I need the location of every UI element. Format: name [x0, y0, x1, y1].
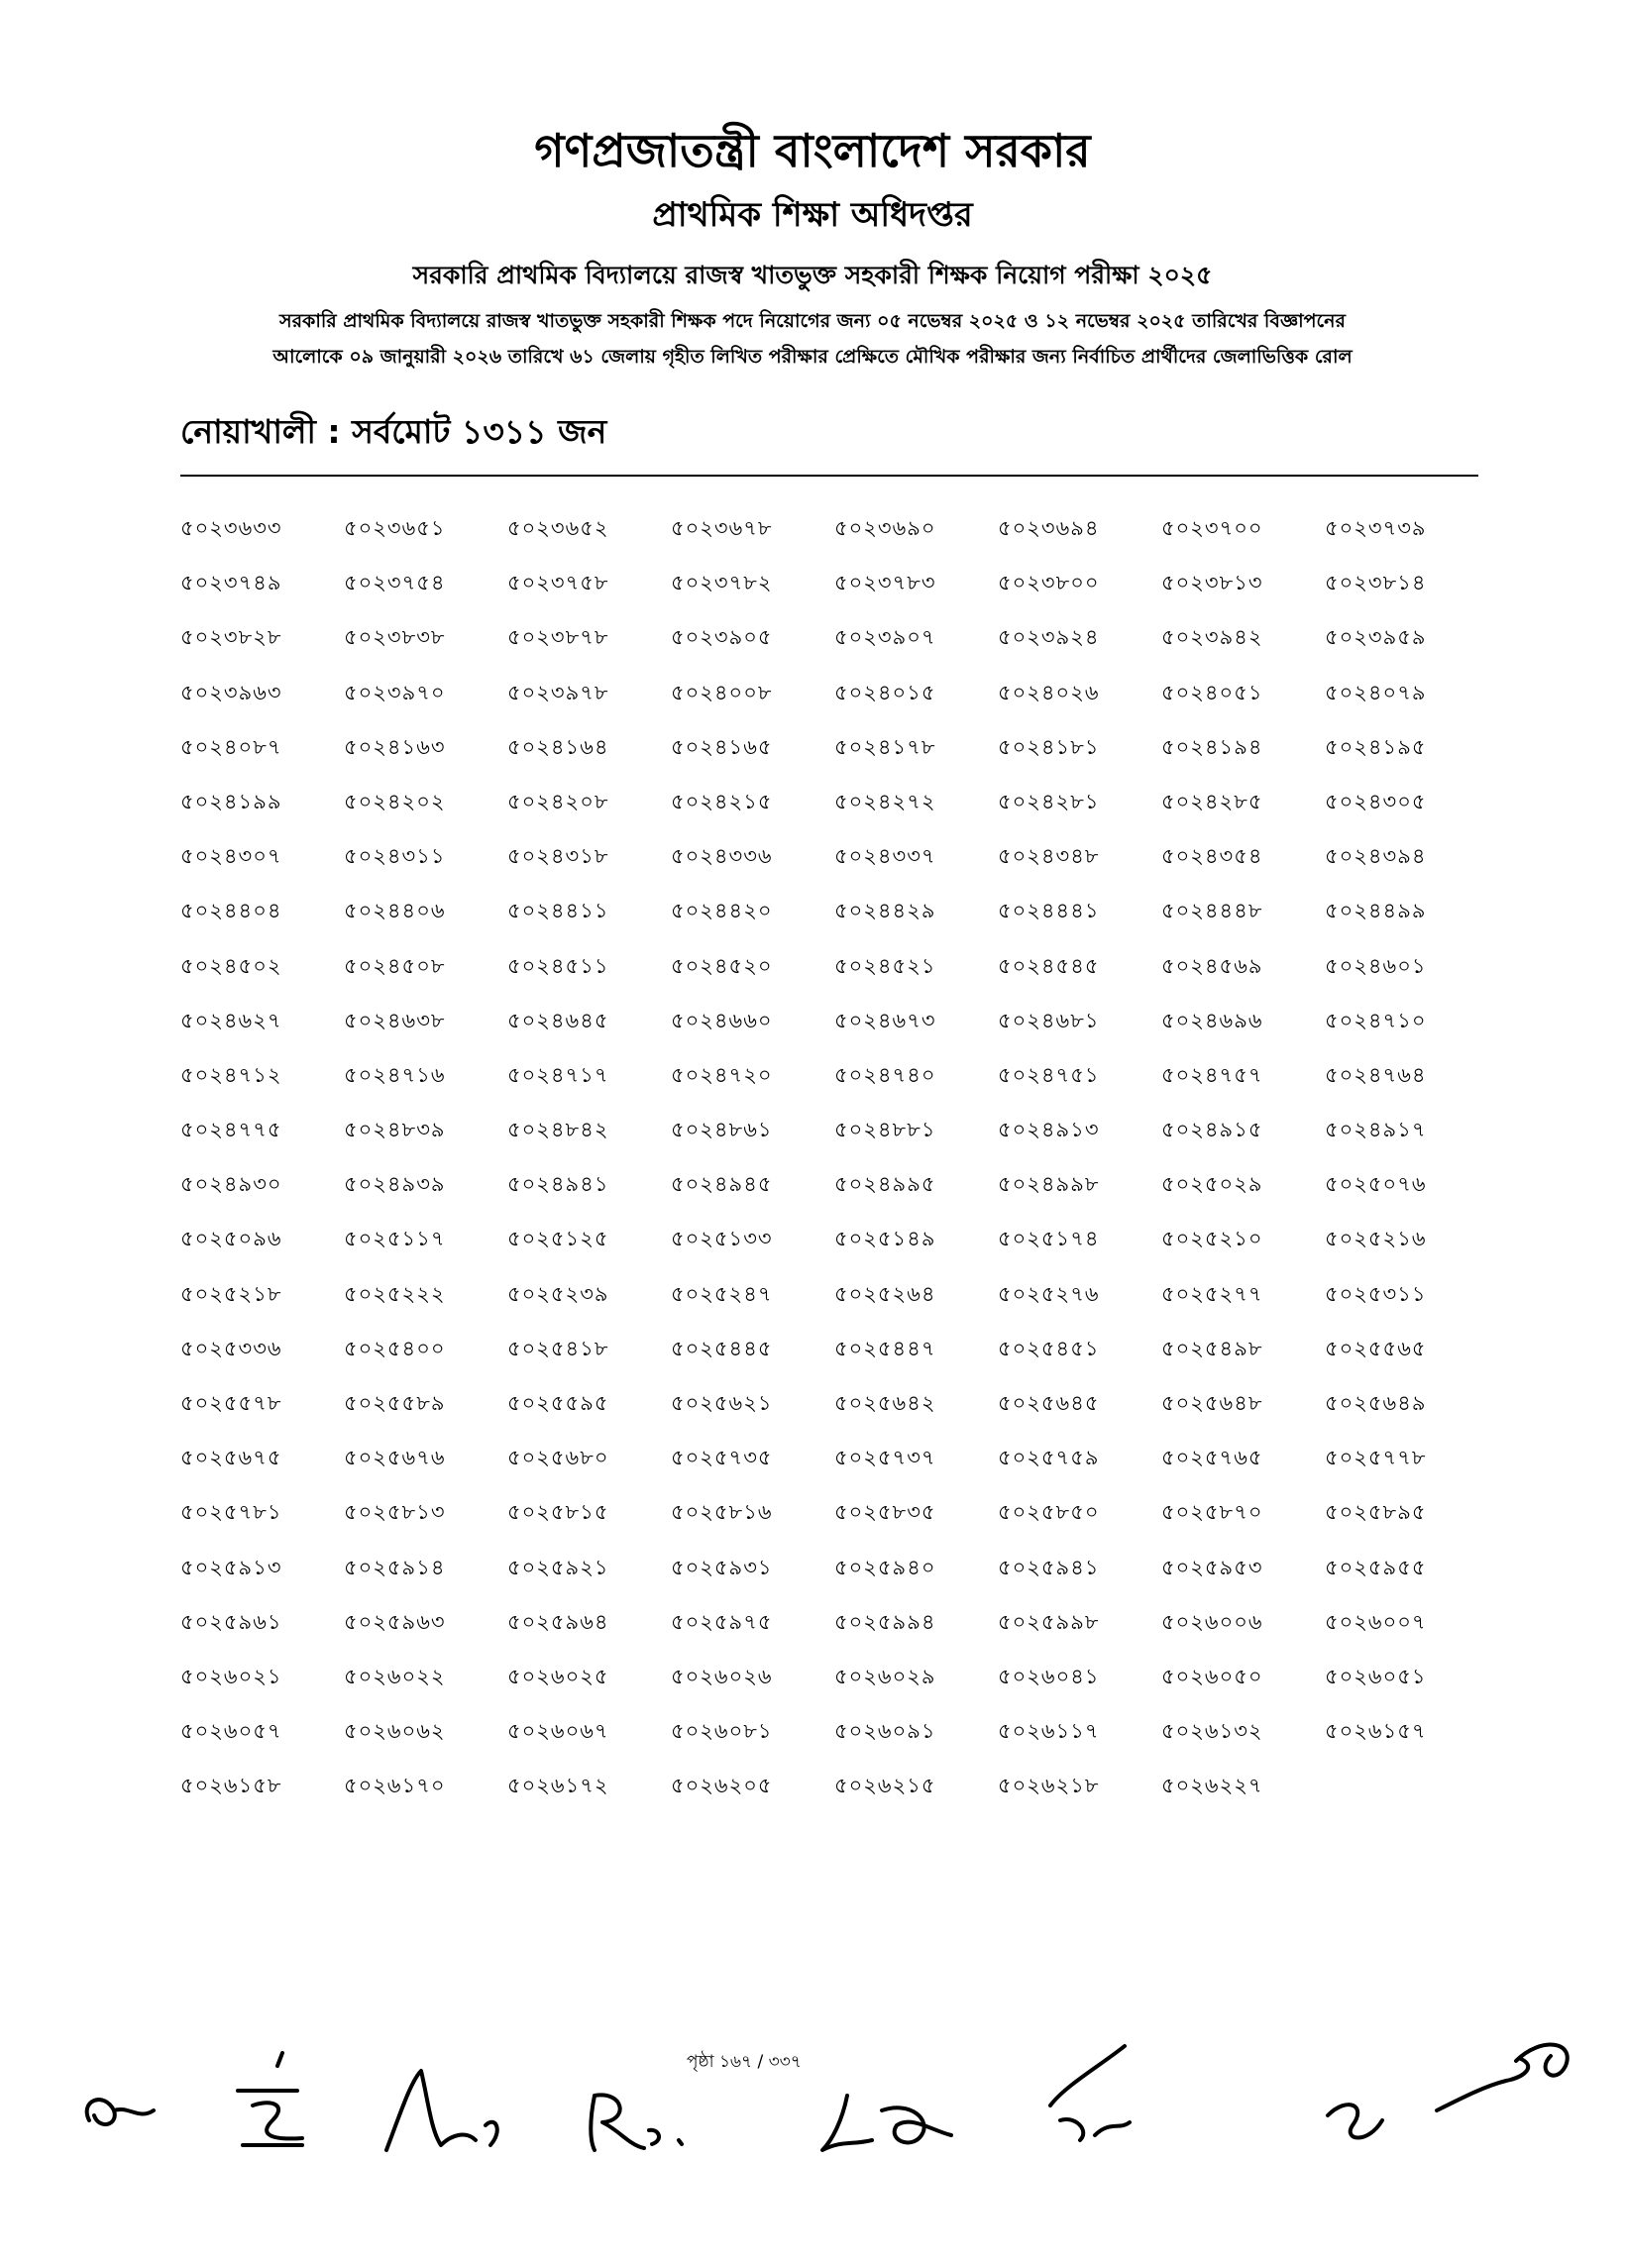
roll-number: ৫০২৪৮৬১ [671, 1118, 773, 1142]
roll-number: ৫০২৫৭৬৫ [1161, 1446, 1263, 1470]
roll-number: ৫০২৪৯৪৫ [671, 1172, 773, 1197]
roll-number: ৫০২৪০৮৭ [180, 734, 282, 759]
roll-number: ৫০২৩৮১৪ [1325, 571, 1427, 595]
roll-number: ৫০২৪১৮১ [998, 734, 1100, 759]
roll-number: ৫০২৪৩১১ [344, 844, 446, 869]
roll-number: ৫০২৩৭৮২ [671, 571, 773, 595]
roll-number: ৫০২৩৬৯৪ [998, 516, 1100, 540]
roll-number: ৫০২৪৪২০ [671, 899, 773, 923]
roll-number: ৫০২৫৫৮৯ [344, 1391, 446, 1415]
roll-number: ৫০২৪৪৪৮ [1161, 899, 1263, 923]
roll-number: ৫০২৪৩৫৪ [1161, 844, 1263, 869]
roll-number: ৫০২৪০৭৯ [1325, 680, 1427, 704]
roll-number: ৫০২৫৯৬১ [180, 1609, 282, 1634]
roll-number: ৫০২৪৪০৬ [344, 899, 446, 923]
roll-number: ৫০২৩৭৮৩ [834, 571, 936, 595]
roll-number: ৫০২৫২৭৭ [1161, 1281, 1263, 1306]
roll-number: ৫০২৩৯৬৩ [180, 680, 282, 704]
roll-number: ৫০২৬২১৫ [834, 1774, 936, 1798]
roll-number: ৫০২৪৮৩৯ [344, 1118, 446, 1142]
roll-number: ৫০২৪৪০৪ [180, 899, 282, 923]
roll-number-grid [180, 513, 1488, 1826]
roll-number: ৫০২৪৬৭৩ [834, 1008, 936, 1032]
roll-number: ৫০২৪৮৪২ [507, 1118, 609, 1142]
roll-number: ৫০২৫১১৭ [344, 1227, 446, 1251]
roll-number: ৫০২৫২১০ [1161, 1227, 1263, 1251]
roll-number: ৫০২৪৩৪৮ [998, 844, 1100, 869]
roll-number: ৫০২৪২৭২ [834, 789, 936, 813]
roll-number: ৫০২৫৯৩১ [671, 1555, 773, 1579]
roll-number: ৫০২৪৭৭৫ [180, 1118, 282, 1142]
roll-number: ৫০২৪৫২০ [671, 953, 773, 978]
roll-number: ৫০২৬০৮১ [671, 1719, 773, 1744]
roll-number: ৫০২৫৮৩৫ [834, 1500, 936, 1525]
roll-number: ৫০২৫৯১৪ [344, 1555, 446, 1579]
roll-number: ৫০২৫৬৪৯ [1325, 1391, 1427, 1415]
roll-number: ৫০২৪৭৪০ [834, 1062, 936, 1087]
document-header [0, 119, 1625, 295]
roll-number: ৫০২৩৯৫৯ [1325, 625, 1427, 650]
roll-number: ৫০২৪৯৪১ [507, 1172, 609, 1197]
roll-number: ৫০২৬০৫৭ [180, 1719, 282, 1744]
roll-number: ৫০২৪১৬৫ [671, 734, 773, 759]
roll-number: ৫০২৩৬৭৮ [671, 516, 773, 540]
roll-number: ৫০২৪১৬৩ [344, 734, 446, 759]
roll-number: ৫০২৪২৮১ [998, 789, 1100, 813]
roll-number: ৫০২৪৩০৭ [180, 844, 282, 869]
roll-number: ৫০২৫৭৮১ [180, 1500, 282, 1525]
roll-number: ৫০২৫৩১১ [1325, 1281, 1427, 1306]
roll-number: ৫০২৪৭৬৪ [1325, 1062, 1427, 1087]
roll-number: ৫০২৬০০৭ [1325, 1609, 1427, 1634]
roll-number: ৫০২৫৯৬৩ [344, 1609, 446, 1634]
roll-number: ৫০২৫৪৫১ [998, 1336, 1100, 1360]
roll-number: ৫০২৫২২২ [344, 1281, 446, 1306]
roll-number: ৫০২৬০২৯ [834, 1664, 936, 1688]
roll-number: ৫০২৬০২৬ [671, 1664, 773, 1688]
roll-number: ৫০২৪৬৩৮ [344, 1008, 446, 1032]
roll-number: ৫০২৪২৮৫ [1161, 789, 1263, 813]
roll-number: ৫০২৩৭৪৯ [180, 571, 282, 595]
roll-number: ৫০২৪৭১৬ [344, 1062, 446, 1087]
roll-number: ৫০২৫৮৯৫ [1325, 1500, 1427, 1525]
roll-number: ৫০২৪৯১৫ [1161, 1118, 1263, 1142]
roll-number: ৫০২৫৮১৫ [507, 1500, 609, 1525]
roll-number: ৫০২৩৯৭০ [344, 680, 446, 704]
roll-number: ৫০২৩৯০৫ [671, 625, 773, 650]
signature-8 [1437, 2045, 1568, 2110]
roll-number: ৫০২৩৬৫১ [344, 516, 446, 540]
roll-number: ৫০২৫২৩৯ [507, 1281, 609, 1306]
roll-number: ৫০২৫২৬৪ [834, 1281, 936, 1306]
roll-number: ৫০২৪০২৬ [998, 680, 1100, 704]
signatures-icon [59, 2011, 1605, 2170]
roll-number: ৫০২৪৫৪৫ [998, 953, 1100, 978]
exam-title: সরকারি প্রাথমিক বিদ্যালয়ে রাজস্ব খাতভুক্ত সহকারী শিক্ষক নিয়োগ পরীক্ষা ২০২৫ [412, 261, 1213, 289]
roll-number: ৫০২৬০৫১ [1325, 1664, 1427, 1688]
roll-number: ৫০২৫৫৭৮ [180, 1391, 282, 1415]
roll-number: ৫০২৬০০৬ [1161, 1609, 1263, 1634]
roll-number: ৫০২৫৯৪১ [998, 1555, 1100, 1579]
roll-number: ৫০২৬২০৫ [671, 1774, 773, 1798]
roll-number: ৫০২৪৫১১ [507, 953, 609, 978]
roll-number: ৫০২৫১২৫ [507, 1227, 609, 1251]
roll-number: ৫০২৫৫৬৫ [1325, 1336, 1427, 1360]
roll-number: ৫০২৪২০৮ [507, 789, 609, 813]
roll-number: ৫০২৪৭১৭ [507, 1062, 609, 1087]
roll-number: ৫০২৫৪১৮ [507, 1336, 609, 1360]
roll-number: ৫০২৪৯৩৯ [344, 1172, 446, 1197]
signature-7 [1328, 2105, 1382, 2137]
roll-number: ৫০২৬০৯১ [834, 1719, 936, 1744]
roll-number: ৫০২৬১৭০ [344, 1774, 446, 1798]
roll-number: ৫০২৬০৬২ [344, 1719, 446, 1744]
roll-number: ৫০২৫৯৭৫ [671, 1609, 773, 1634]
roll-number: ৫০২৬১১৭ [998, 1719, 1100, 1744]
roll-number: ৫০২৬০৪১ [998, 1664, 1100, 1688]
roll-number: ৫০২৫৯৯৪ [834, 1609, 936, 1634]
roll-number: ৫০২৪৭১২ [180, 1062, 282, 1087]
roll-number: ৫০২৪৫০৮ [344, 953, 446, 978]
roll-number: ৫০২৪৩০৫ [1325, 789, 1427, 813]
roll-number: ৫০২৪০৫১ [1161, 680, 1263, 704]
roll-number: ৫০২৫৯৫৫ [1325, 1555, 1427, 1579]
roll-number: ৫০২৫১৭৪ [998, 1227, 1100, 1251]
roll-number: ৫০২৫৭৫৯ [998, 1446, 1100, 1470]
roll-number: ৫০২৫৯৬৪ [507, 1609, 609, 1634]
roll-number: ৫০২৪০০৮ [671, 680, 773, 704]
roll-number: ৫০২৪৬৪৫ [507, 1008, 609, 1032]
roll-number: ৫০২৩৭৫৪ [344, 571, 446, 595]
roll-number: ৫০২৪৮৮১ [834, 1118, 936, 1142]
roll-number: ৫০২৫৯২১ [507, 1555, 609, 1579]
roll-number: ৫০২৫০৯৬ [180, 1227, 282, 1251]
roll-number: ৫০২৫২১৬ [1325, 1227, 1427, 1251]
roll-number: ৫০২৫৬৪৮ [1161, 1391, 1263, 1415]
roll-number: ৫০২৫১৪৯ [834, 1227, 936, 1251]
roll-number: ৫০২৪১৯৪ [1161, 734, 1263, 759]
roll-number: ৫০২৬০৫০ [1161, 1664, 1263, 1688]
roll-number: ৫০২৫৮১৬ [671, 1500, 773, 1525]
roll-number: ৫০২৬১৫৭ [1325, 1719, 1427, 1744]
roll-number: ৫০২৪৬৯৬ [1161, 1008, 1263, 1032]
roll-number: ৫০২৪৪২৯ [834, 899, 936, 923]
roll-number: ৫০২৪৯১৭ [1325, 1118, 1427, 1142]
roll-number: ৫০২৪৩৩৭ [834, 844, 936, 869]
roll-number: ৫০২৪১৯৫ [1325, 734, 1427, 759]
roll-number: ৫০২৪৬৮১ [998, 1008, 1100, 1032]
roll-number: ৫০২৫৪৪৭ [834, 1336, 936, 1360]
roll-number: ৫০২৪৯১৩ [998, 1118, 1100, 1142]
roll-number: ৫০২৫৬৭৬ [344, 1446, 446, 1470]
roll-number: ৫০২৪০১৫ [834, 680, 936, 704]
roll-number: ৫০২৫০২৯ [1161, 1172, 1263, 1197]
district-heading: নোয়াখালী : সর্বমোট ১৩১১ জন [180, 412, 607, 451]
roll-number: ৫০২৩৮২৮ [180, 625, 282, 650]
roll-number: ৫০২৩৮৩৮ [344, 625, 446, 650]
roll-number: ৫০২৩৬৫২ [507, 516, 609, 540]
roll-number: ৫০২৩৭৩৯ [1325, 516, 1427, 540]
roll-number: ৫০২৫৯৪০ [834, 1555, 936, 1579]
roll-number: ৫০২৫৭৩৭ [834, 1446, 936, 1470]
roll-number: ৫০২৪৪৯৯ [1325, 899, 1427, 923]
roll-number: ৫০২৩৮৭৮ [507, 625, 609, 650]
roll-number: ৫০২৪৬০১ [1325, 953, 1427, 978]
roll-number: ৫০২৬২১৮ [998, 1774, 1100, 1798]
signature-6 [1050, 2046, 1130, 2140]
roll-number: ৫০২৪২০২ [344, 789, 446, 813]
roll-number: ৫০২৫৪৪৫ [671, 1336, 773, 1360]
roll-number: ৫০২৪৫৬৯ [1161, 953, 1263, 978]
roll-number: ৫০২৫৪০০ [344, 1336, 446, 1360]
roll-number: ৫০২৫১৩৩ [671, 1227, 773, 1251]
roll-number: ৫০২৫২৭৬ [998, 1281, 1100, 1306]
roll-number: ৫০২৫৮১৩ [344, 1500, 446, 1525]
page-number: পৃষ্ঠা ১৬৭ / ৩৩৭ [687, 2052, 802, 2072]
roll-number: ৫০২৫৬৮০ [507, 1446, 609, 1470]
roll-number: ৫০২৪৬২৭ [180, 1008, 282, 1032]
roll-number: ৫০২৪৩৩৬ [671, 844, 773, 869]
roll-number: ৫০২৪৯৩০ [180, 1172, 282, 1197]
roll-number: ৫০২৫৬২১ [671, 1391, 773, 1415]
roll-number: ৫০২৩৯২৪ [998, 625, 1100, 650]
roll-number: ৫০২৪২১৫ [671, 789, 773, 813]
roll-number: ৫০২৪৭৫১ [998, 1062, 1100, 1087]
roll-number: ৫০২৪৪৪১ [998, 899, 1100, 923]
roll-number: ৫০২৫৬৭৫ [180, 1446, 282, 1470]
notice-line-1: সরকারি প্রাথমিক বিদ্যালয়ে রাজস্ব খাতভুক্ত সহকারী শিক্ষক পদে নিয়োগের জন্য ০৫ নভেম্বর ২০২৫ ও ১২ নভেম্বর ২০২৫ তারিখের বিজ্ঞাপনের [279, 310, 1346, 332]
signature-2 [238, 2053, 302, 2145]
roll-number: ৫০২৫২৪৭ [671, 1281, 773, 1306]
roll-number: ৫০২৩৮১৩ [1161, 571, 1263, 595]
roll-number: ৫০২৫২১৮ [180, 1281, 282, 1306]
signature-4 [591, 2095, 682, 2150]
roll-number: ৫০২৪১৯৯ [180, 789, 282, 813]
roll-number: ৫০২৬০২২ [344, 1664, 446, 1688]
roll-number: ৫০২৪১৬৪ [507, 734, 609, 759]
roll-number: ৫০২৫৫৯৫ [507, 1391, 609, 1415]
roll-number: ৫০২৬০২৫ [507, 1664, 609, 1688]
roll-number: ৫০২৬০২১ [180, 1664, 282, 1688]
roll-number: ৫০২৪৭১০ [1325, 1008, 1427, 1032]
roll-number: ৫০২৬১৩২ [1161, 1719, 1263, 1744]
signature-5 [822, 2096, 951, 2150]
roll-number: ৫০২৪৭৫৭ [1161, 1062, 1263, 1087]
roll-number: ৫০২৪৭২০ [671, 1062, 773, 1087]
roll-number: ৫০২৩৯৭৮ [507, 680, 609, 704]
roll-number: ৫০২৩৯০৭ [834, 625, 936, 650]
roll-number: ৫০২৩৬৯০ [834, 516, 936, 540]
roll-number: ৫০২৬০৬৭ [507, 1719, 609, 1744]
roll-number: ৫০২৫৮৫০ [998, 1500, 1100, 1525]
roll-number: ৫০২৬১৫৮ [180, 1774, 282, 1798]
roll-number: ৫০২৫৯১৩ [180, 1555, 282, 1579]
roll-number: ৫০২৫৬৪৫ [998, 1391, 1100, 1415]
signature-1 [87, 2100, 154, 2124]
roll-number: ৫০২৩৭০০ [1161, 516, 1263, 540]
roll-number: ৫০২৪৪১১ [507, 899, 609, 923]
roll-number: ৫০২৪৫০২ [180, 953, 282, 978]
heading-divider [180, 475, 1478, 477]
roll-number: ৫০২৫৪৯৮ [1161, 1336, 1263, 1360]
roll-number: ৫০২৪৯৯৮ [998, 1172, 1100, 1197]
roll-number: ৫০২৬১৭২ [507, 1774, 609, 1798]
roll-number: ৫০২৪৩৯৪ [1325, 844, 1427, 869]
government-title: গণপ্রজাতন্ত্রী বাংলাদেশ সরকার [534, 124, 1091, 177]
roll-number: ৫০২৫৮৭০ [1161, 1500, 1263, 1525]
roll-number: ৫০২৪৬৬০ [671, 1008, 773, 1032]
signature-3 [386, 2071, 497, 2150]
roll-number: ৫০২৫৬৪২ [834, 1391, 936, 1415]
roll-number: ৫০২৫৭৩৫ [671, 1446, 773, 1470]
directorate-title: প্রাথমিক শিক্ষা অধিদপ্তর [652, 195, 973, 235]
roll-number: ৫০২৪৫২১ [834, 953, 936, 978]
roll-number: ৫০২৩৮০০ [998, 571, 1100, 595]
roll-number: ৫০২৬২২৭ [1161, 1774, 1263, 1798]
roll-number: ৫০২৫৭৭৮ [1325, 1446, 1427, 1470]
notice-text [159, 303, 1466, 375]
roll-number: ৫০২৫০৭৬ [1325, 1172, 1427, 1197]
roll-number: ৫০২৫৯৯৮ [998, 1609, 1100, 1634]
roll-number: ৫০২৩৬৩৩ [180, 516, 282, 540]
roll-number: ৫০২৫৯৫৩ [1161, 1555, 1263, 1579]
roll-number: ৫০২৫৩৩৬ [180, 1336, 282, 1360]
roll-number: ৫০২৪৩১৮ [507, 844, 609, 869]
roll-number: ৫০২৪৯৯৫ [834, 1172, 936, 1197]
roll-number: ৫০২৩৭৫৮ [507, 571, 609, 595]
roll-number: ৫০২৪১৭৮ [834, 734, 936, 759]
roll-number: ৫০২৩৯৪২ [1161, 625, 1263, 650]
notice-line-2: আলোকে ০৯ জানুয়ারী ২০২৬ তারিখে ৬১ জেলায় গৃহীত লিখিত পরীক্ষার প্রেক্ষিতে মৌখিক পরীক্ষার জন্য নির্বাচিত প্রার্থীদের জেলাভিত্তিক রোল [272, 346, 1353, 368]
